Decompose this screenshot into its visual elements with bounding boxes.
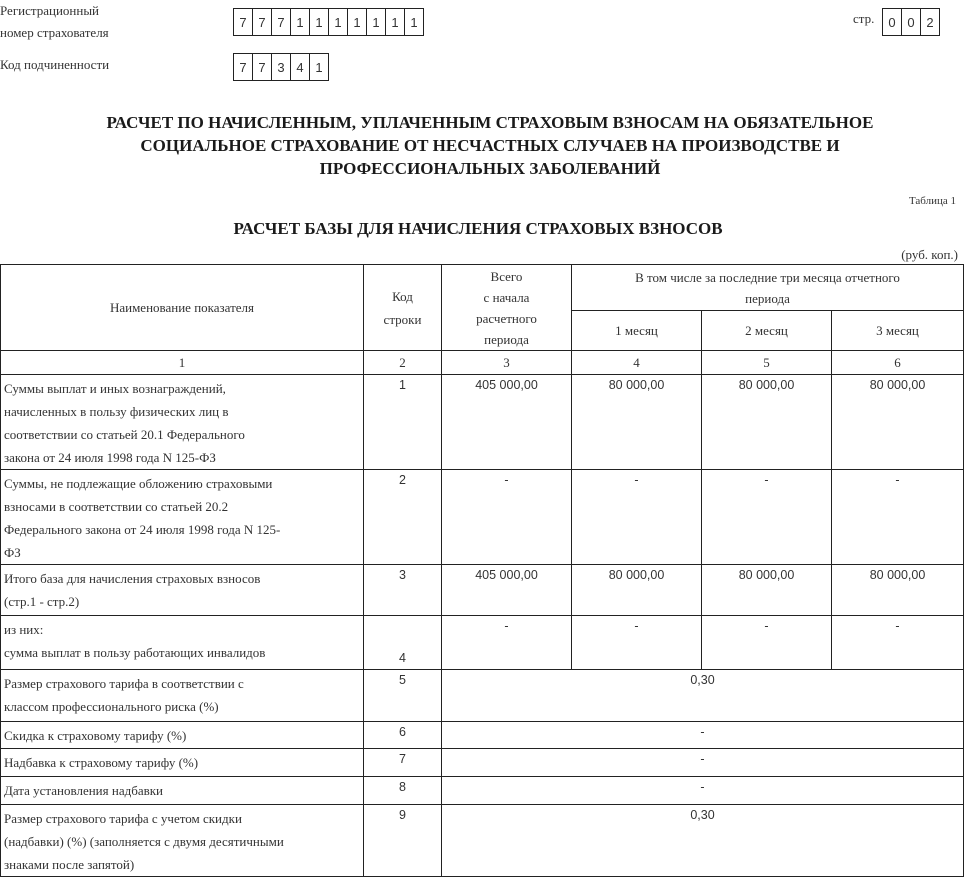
page-label: стр. xyxy=(853,11,875,26)
row-month2: 80 000,00 xyxy=(702,375,832,470)
row-name xyxy=(1,749,364,777)
col-number: 6 xyxy=(832,351,964,375)
row-name-line: из них: xyxy=(4,622,44,637)
col-header-month3: 3 месяц xyxy=(832,311,964,351)
sub-digit: 7 xyxy=(233,53,253,81)
row-name-line: Федерального закона от 24 июля 1998 года N 125- xyxy=(4,522,281,537)
reg-digit: 1 xyxy=(404,8,424,36)
col-header-last3-line2: периода xyxy=(745,291,790,306)
table-row xyxy=(1,805,964,877)
reg-number-label-line1: Регистрационный xyxy=(0,3,100,18)
row-name xyxy=(1,375,364,470)
col-header-month2: 2 месяц xyxy=(702,311,832,351)
row-code: 8 xyxy=(364,777,442,805)
reg-number-label xyxy=(0,0,109,44)
row-name-line: Итого база для начисления страховых взносов xyxy=(4,571,261,586)
row-month3: 80 000,00 xyxy=(832,565,964,616)
reg-digit: 1 xyxy=(309,8,329,36)
row-name-line: Надбавка к страховому тарифу (%) xyxy=(4,755,199,770)
row-value: - xyxy=(442,722,964,749)
table-row xyxy=(1,470,964,565)
row-name xyxy=(1,805,364,877)
reg-digit: 7 xyxy=(252,8,272,36)
row-month1: - xyxy=(572,470,702,565)
sub-digit: 7 xyxy=(252,53,272,81)
title-line1: РАСЧЕТ ПО НАЧИСЛЕННЫМ, УПЛАЧЕННЫМ СТРАХОВЫМ ВЗНОСАМ НА ОБЯЗАТЕЛЬНОЕ xyxy=(106,113,874,132)
row-name-line: (стр.1 - стр.2) xyxy=(4,594,80,609)
row-name-line: Размер страхового тарифа с учетом скидки xyxy=(4,811,242,826)
col-number: 3 xyxy=(442,351,572,375)
table-number: Таблица 1 xyxy=(908,195,956,207)
col-header-last3-line1: В том числе за последние три месяца отчетного xyxy=(635,270,900,285)
document-title xyxy=(40,111,940,180)
col-header-code-line1: Код xyxy=(392,288,413,304)
sub-digit: 3 xyxy=(271,53,291,81)
subordination-code-cells xyxy=(233,53,328,81)
page-digit: 0 xyxy=(901,8,921,36)
row-month1: 80 000,00 xyxy=(572,375,702,470)
row-code: 4 xyxy=(364,616,442,670)
col-header-total-line4: периода xyxy=(484,332,529,347)
reg-number-label-line2: номер страхователя xyxy=(0,25,109,40)
row-code: 2 xyxy=(364,470,442,565)
reg-digit: 1 xyxy=(385,8,405,36)
row-name-line: Размер страхового тарифа в соответствии с xyxy=(4,676,244,691)
row-name-line: взносами в соответствии со статьей 20.2 xyxy=(4,499,229,514)
page-number-cells xyxy=(882,8,939,36)
reg-number-cells xyxy=(233,8,423,36)
sub-digit: 4 xyxy=(290,53,310,81)
row-month1: - xyxy=(572,616,702,670)
row-name-line: закона от 24 июля 1998 года N 125-ФЗ xyxy=(4,450,216,465)
column-numbers-row xyxy=(1,351,964,375)
col-header-total-line1: Всего xyxy=(490,269,523,284)
row-name-line: Суммы, не подлежащие обложению страховыми xyxy=(4,476,273,491)
col-header-total xyxy=(442,265,572,351)
row-month1: 80 000,00 xyxy=(572,565,702,616)
table-row xyxy=(1,777,964,805)
title-line3: ПРОФЕССИОНАЛЬНЫХ ЗАБОЛЕВАНИЙ xyxy=(319,159,661,178)
row-code: 7 xyxy=(364,749,442,777)
row-total: - xyxy=(442,616,572,670)
row-name-line: (надбавки) (%) (заполняется с двумя десятичными xyxy=(4,834,284,849)
row-month3: - xyxy=(832,616,964,670)
col-number: 1 xyxy=(1,351,364,375)
reg-digit: 1 xyxy=(347,8,367,36)
table-row xyxy=(1,749,964,777)
page-digit: 2 xyxy=(920,8,940,36)
col-header-total-line2: с начала xyxy=(483,290,530,305)
row-total: 405 000,00 xyxy=(442,375,572,470)
row-name-line: начисленных в пользу физических лиц в xyxy=(4,404,229,419)
unit-label: (руб. коп.) xyxy=(901,247,958,262)
row-name-line: Дата установления надбавки xyxy=(4,783,164,798)
reg-digit: 7 xyxy=(271,8,291,36)
col-header-month1: 1 месяц xyxy=(572,311,702,351)
table-row xyxy=(1,375,964,470)
calc-table xyxy=(0,264,964,877)
row-month3: - xyxy=(832,470,964,565)
row-name xyxy=(1,470,364,565)
row-code: 9 xyxy=(364,805,442,877)
row-name-line: ФЗ xyxy=(4,545,21,560)
table-row xyxy=(1,565,964,616)
row-month3: 80 000,00 xyxy=(832,375,964,470)
col-number: 2 xyxy=(364,351,442,375)
row-name xyxy=(1,616,364,670)
sub-digit: 1 xyxy=(309,53,329,81)
row-code: 5 xyxy=(364,670,442,722)
row-value: 0,30 xyxy=(442,805,964,877)
row-name xyxy=(1,777,364,805)
col-header-code xyxy=(364,265,442,351)
col-header-total-line3: расчетного xyxy=(476,311,537,326)
row-month2: - xyxy=(702,616,832,670)
page-digit: 0 xyxy=(882,8,902,36)
row-name xyxy=(1,565,364,616)
row-name-line: сумма выплат в пользу работающих инвалидов xyxy=(4,645,266,660)
reg-digit: 7 xyxy=(233,8,253,36)
table-row xyxy=(1,670,964,722)
col-header-name: Наименование показателя xyxy=(1,265,364,351)
row-name xyxy=(1,722,364,749)
row-month2: 80 000,00 xyxy=(702,565,832,616)
row-name xyxy=(1,670,364,722)
col-number: 5 xyxy=(702,351,832,375)
row-code: 6 xyxy=(364,722,442,749)
subordination-code-label: Код подчиненности xyxy=(0,57,110,72)
col-header-code-line2: строки xyxy=(383,311,422,327)
reg-digit: 1 xyxy=(328,8,348,36)
row-value: - xyxy=(442,777,964,805)
row-code: 3 xyxy=(364,565,442,616)
row-total: - xyxy=(442,470,572,565)
row-name-line: классом профессионального риска (%) xyxy=(4,699,219,714)
table-row xyxy=(1,616,964,670)
col-header-last3 xyxy=(572,265,964,311)
row-total: 405 000,00 xyxy=(442,565,572,616)
row-value: 0,30 xyxy=(442,670,964,722)
row-code: 1 xyxy=(364,375,442,470)
row-name-line: Скидка к страховому тарифу (%) xyxy=(4,728,187,743)
table-row xyxy=(1,722,964,749)
section-title: РАСЧЕТ БАЗЫ ДЛЯ НАЧИСЛЕНИЯ СТРАХОВЫХ ВЗНОСОВ xyxy=(233,219,723,238)
reg-digit: 1 xyxy=(366,8,386,36)
row-month2: - xyxy=(702,470,832,565)
col-number: 4 xyxy=(572,351,702,375)
row-name-line: знаками после запятой) xyxy=(4,857,135,872)
row-name-line: соответствии со статьей 20.1 Федерального xyxy=(4,427,245,442)
row-name-line: Суммы выплат и иных вознаграждений, xyxy=(4,381,226,396)
row-value: - xyxy=(442,749,964,777)
reg-digit: 1 xyxy=(290,8,310,36)
title-line2: СОЦИАЛЬНОЕ СТРАХОВАНИЕ ОТ НЕСЧАСТНЫХ СЛУЧАЕВ НА ПРОИЗВОДСТВЕ И xyxy=(140,136,840,155)
